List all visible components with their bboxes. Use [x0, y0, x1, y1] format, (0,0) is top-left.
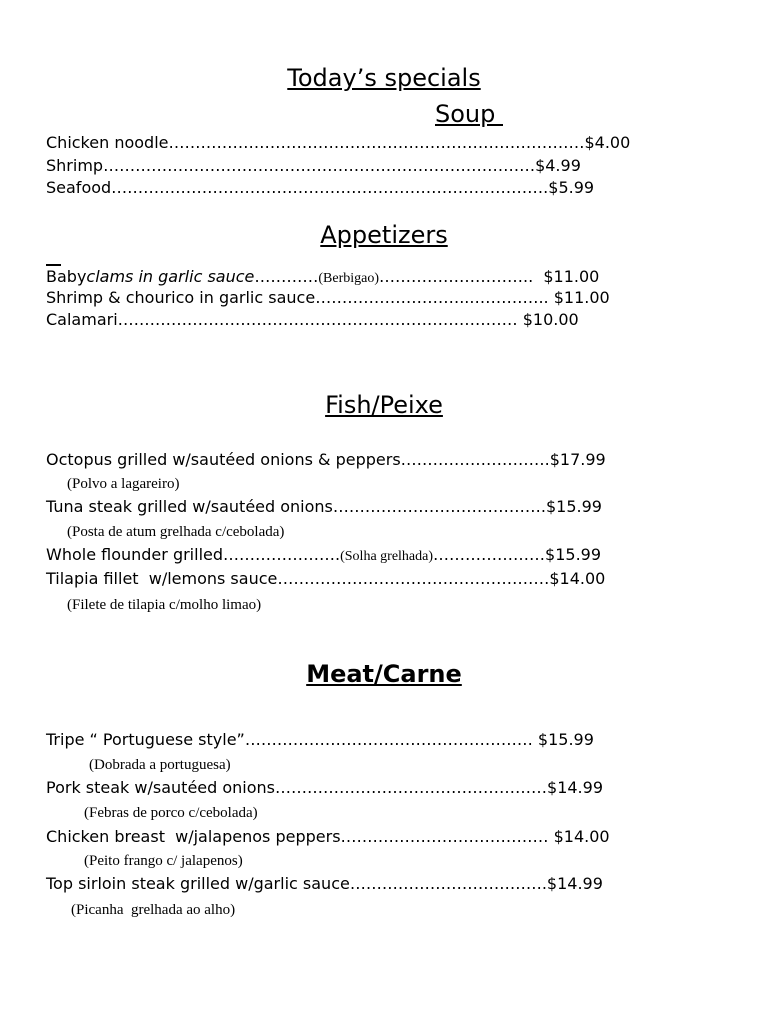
- item-price: $14.99: [547, 778, 603, 797]
- item-name: Chicken breast w/jalapenos peppers: [46, 827, 341, 846]
- item-price: $10.00: [522, 310, 579, 329]
- item-price: $14.00: [553, 827, 610, 846]
- item-translation: (Dobrada a portuguesa): [89, 757, 231, 773]
- item-price: $5.99: [548, 178, 595, 197]
- item-name: Octopus grilled w/sautéed onions & peppers: [46, 450, 401, 469]
- item-dots: …………………………………: [340, 827, 554, 846]
- item-name: Tripe “ Portuguese style”: [46, 730, 245, 749]
- menu-item: [46, 874, 603, 894]
- item-translation: (Febras de porco c/cebolada): [84, 805, 258, 821]
- item-name: Shrimp & chourico in garlic sauce: [46, 288, 316, 307]
- soup-heading: Soup: [435, 100, 503, 128]
- item-dots: ………………………...…………..: [315, 288, 554, 307]
- menu-item: [46, 730, 594, 750]
- item-name: Whole flounder grilled: [46, 545, 224, 564]
- item-price: $17.99: [549, 450, 606, 469]
- meat-heading: Meat/Carne: [306, 660, 462, 688]
- item-name: Chicken noodle: [46, 133, 169, 152]
- menu-item: [46, 450, 606, 470]
- page-title: Today’s specials: [287, 64, 481, 92]
- item-price: $4.00: [584, 133, 631, 152]
- fish-heading: Fish/Peixe: [325, 391, 443, 419]
- item-name: Seafood: [46, 178, 112, 197]
- appetizers-heading: Appetizers: [320, 221, 448, 249]
- menu-item: [46, 497, 602, 517]
- menu-item: [46, 310, 579, 330]
- item-translation: (Peito frango c/ jalapenos): [84, 853, 243, 869]
- item-name: Baby: [46, 267, 87, 286]
- item-dots: ……………………………….: [349, 874, 547, 893]
- item-price: $11.00: [553, 288, 610, 307]
- item-dots: ………………………………………………………………………: [103, 156, 536, 175]
- item-dots: ……………………………………………………………………….: [111, 178, 549, 197]
- item-translation: (Filete de tilapia c/molho limao): [67, 597, 262, 613]
- item-name: Calamari: [46, 310, 118, 329]
- item-dots: …………: [254, 267, 319, 286]
- menu-item: [46, 545, 601, 567]
- item-dots: ………………………………………………: [244, 730, 538, 749]
- item-dots: ……………………………………………: [275, 778, 548, 797]
- item-translation: (Posta de atum grelhada c/cebolada): [67, 524, 285, 540]
- item-translation: (Picanha grelhada ao alho): [71, 902, 236, 918]
- item-price: $14.00: [549, 569, 606, 588]
- item-price: $14.99: [546, 874, 603, 893]
- item-dots: …………………………………………………………………: [117, 310, 523, 329]
- item-dots: ………………….: [223, 545, 341, 564]
- item-dots: ……………………………………………………………………: [168, 133, 585, 152]
- item-name-italic: clams in garlic sauce: [86, 267, 255, 286]
- menu-item: [46, 178, 594, 198]
- item-price: $15.99: [545, 497, 602, 516]
- menu-item: [46, 133, 630, 153]
- menu-item: [46, 778, 603, 798]
- menu-item: [46, 569, 605, 589]
- item-name: Tuna steak grilled w/sautéed onions: [46, 497, 333, 516]
- item-dots: ……………………….: [400, 450, 550, 469]
- item-name: Top sirloin steak grilled w/garlic sauce: [46, 874, 350, 893]
- item-name: Pork steak w/sautéed onions: [46, 778, 276, 797]
- item-price: $15.99: [545, 545, 602, 564]
- item-name: Shrimp: [46, 156, 104, 175]
- item-translation: (Berbigao): [318, 271, 380, 286]
- menu-item: [46, 267, 599, 289]
- item-translation: (Solha grelhada): [340, 549, 434, 564]
- item-dots: ………………………..: [379, 267, 544, 286]
- item-price: $15.99: [537, 730, 594, 749]
- menu-item: [46, 288, 610, 308]
- item-dots: ……………………………………………: [277, 569, 550, 588]
- item-price: $4.99: [535, 156, 581, 175]
- overbar-mark: [46, 264, 61, 266]
- menu-item: [46, 156, 581, 176]
- item-translation: (Polvo a lagareiro): [67, 476, 180, 492]
- item-name: Tilapia fillet w/lemons sauce: [46, 569, 278, 588]
- item-price: $11.00: [543, 267, 600, 286]
- item-dots: …………………: [433, 545, 546, 564]
- menu-item: [46, 827, 610, 847]
- item-dots: ………………………………….: [332, 497, 546, 516]
